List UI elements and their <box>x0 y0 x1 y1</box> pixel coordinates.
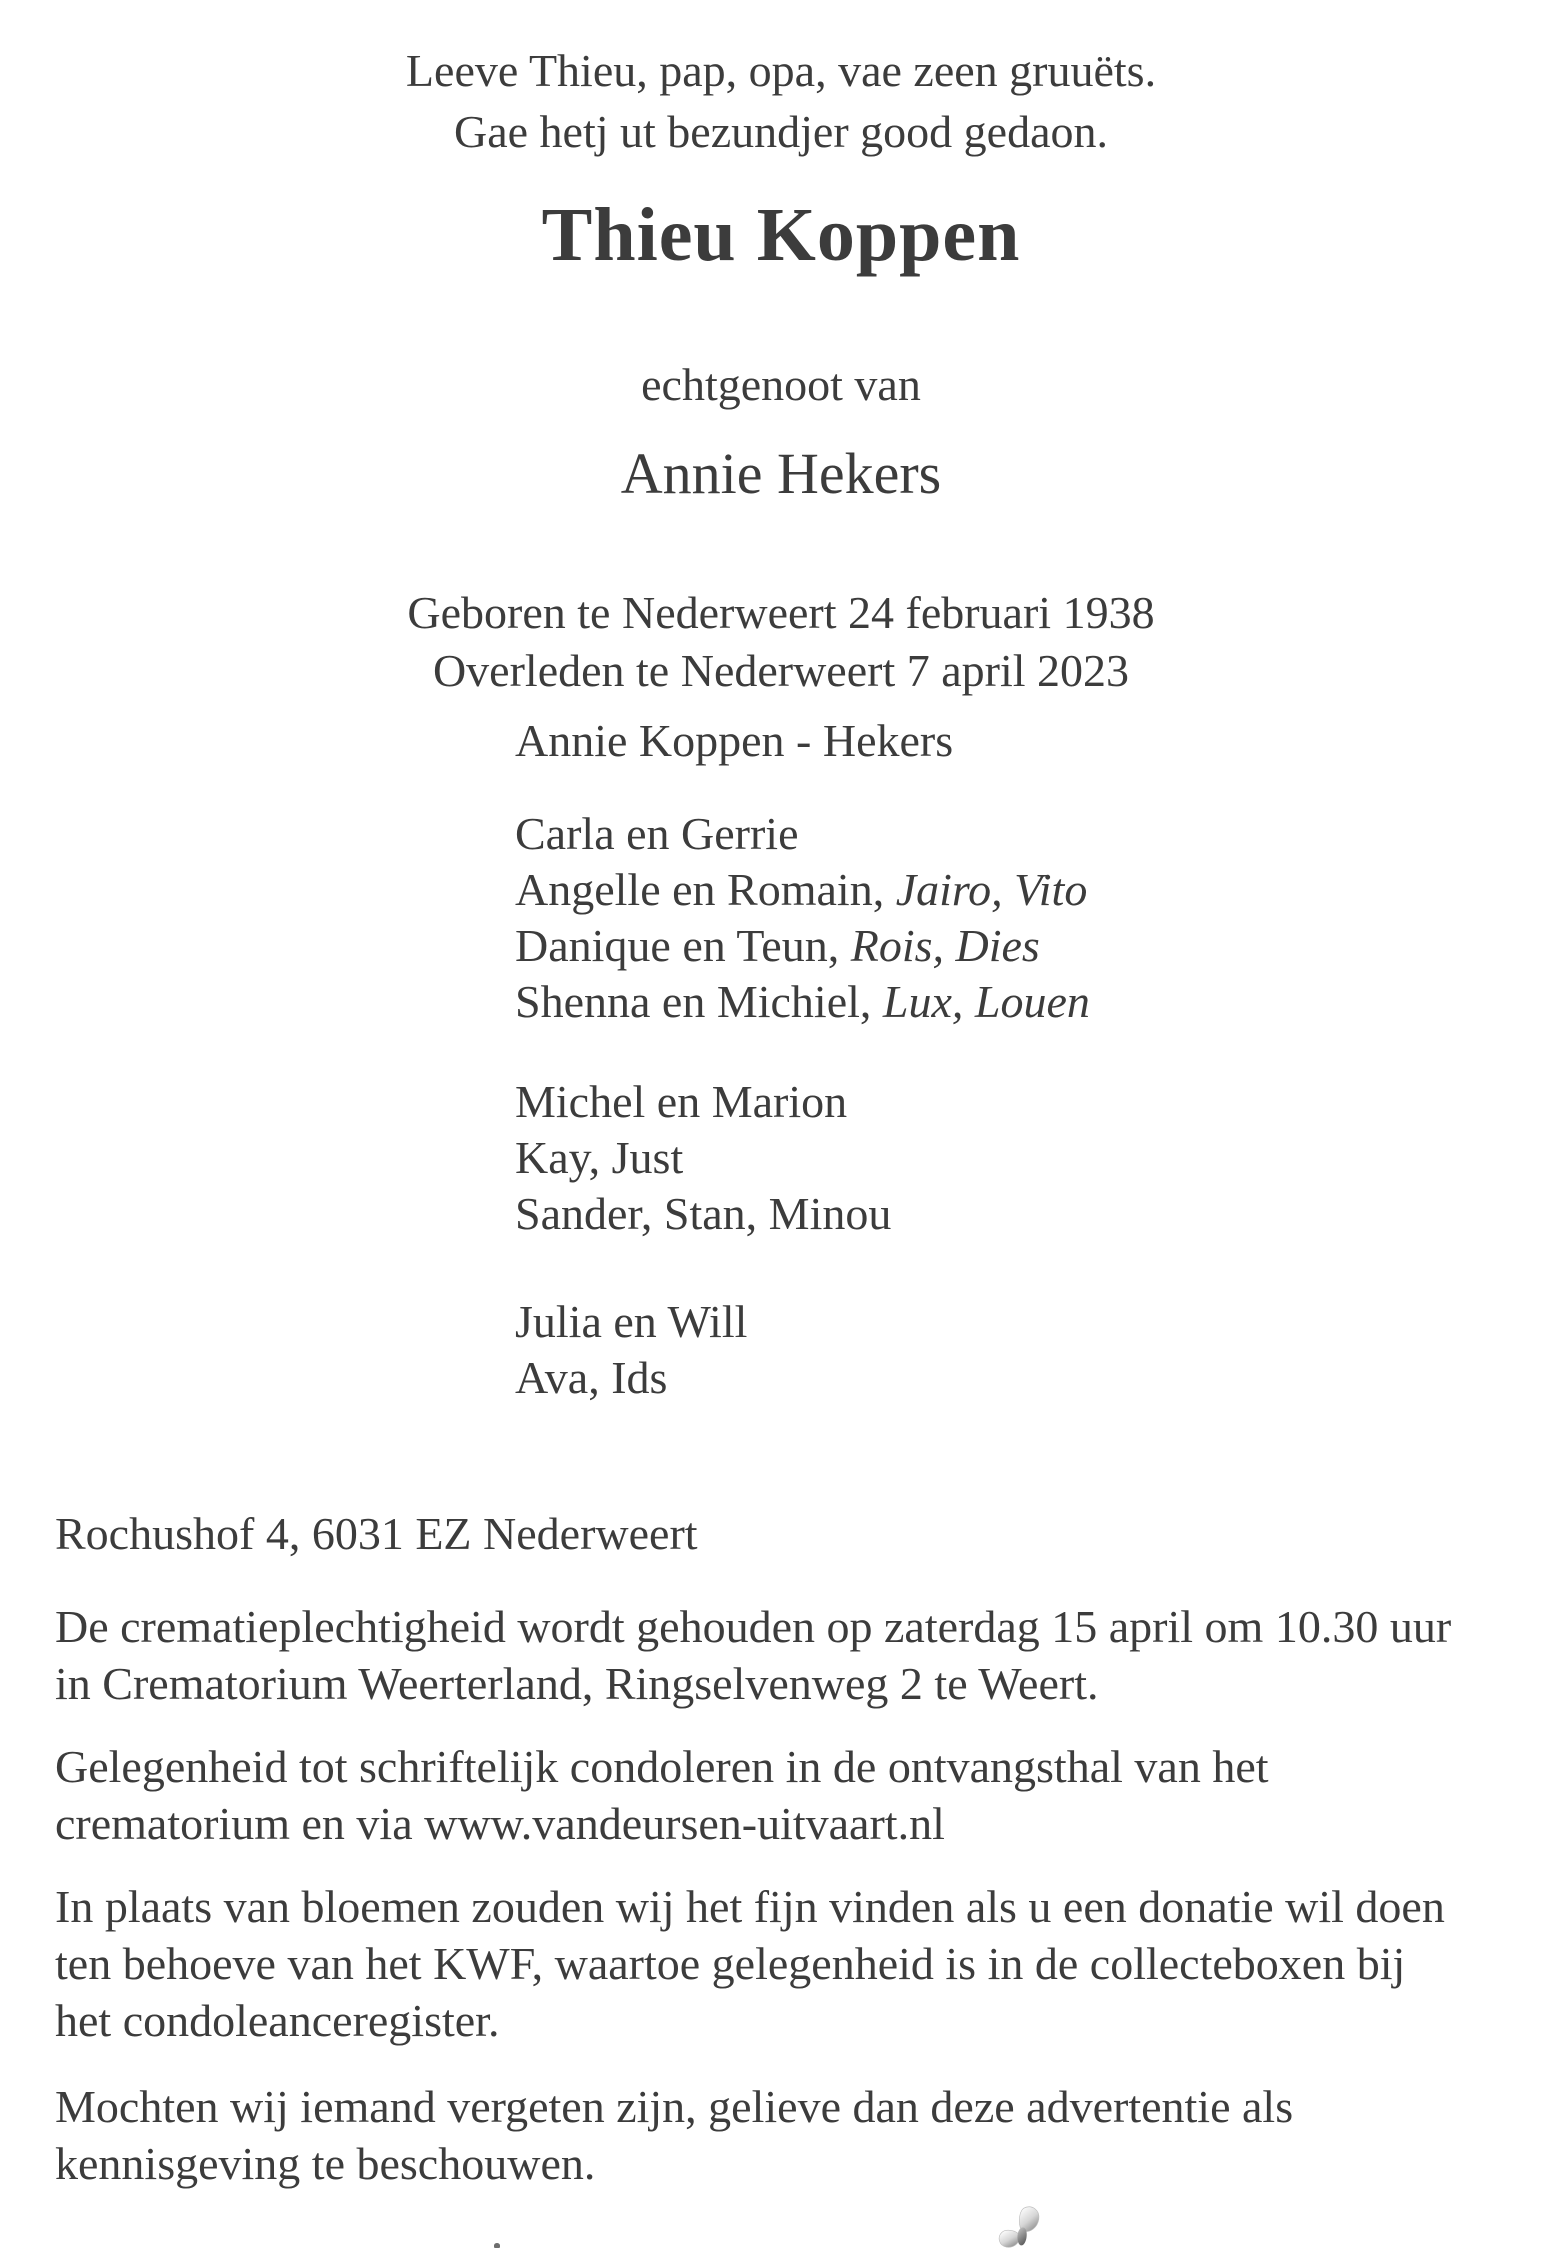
paragraph-line: crematorium en via www.vandeursen-uitvaart.nl <box>55 1798 945 1849</box>
family-line: Danique en Teun, Rois, Dies <box>515 920 1040 971</box>
opening-verse-line2: Gae hetj ut bezundjer good gedaon. <box>454 106 1108 157</box>
family-line: Kay, Just <box>515 1132 684 1183</box>
relation-label: echtgenoot van <box>641 359 921 410</box>
grandchildren-names: Lux, Louen <box>882 976 1090 1027</box>
widow-name: Annie Koppen - Hekers <box>515 715 954 766</box>
opening-verse <box>0 40 1562 162</box>
family-line: Ava, Ids <box>515 1352 668 1403</box>
grandchildren-names: Rois, Dies <box>850 920 1040 971</box>
condolence-paragraph <box>55 1738 1515 1852</box>
family-line: Sander, Stan, Minou <box>515 1188 892 1239</box>
grandchildren-names: Jairo, Vito <box>895 864 1088 915</box>
spouse-name: Annie Hekers <box>620 441 942 506</box>
family-group <box>515 806 1090 1030</box>
paragraph-line: kennisgeving te beschouwen. <box>55 2138 596 2189</box>
donation-paragraph <box>55 1878 1515 2049</box>
paragraph-line: het condoleanceregister. <box>55 1995 500 2046</box>
notice-paragraph <box>55 2078 1515 2192</box>
born-line: Geboren te Nederweert 24 februari 1938 <box>407 587 1155 638</box>
butterfly-lower-wing <box>998 2229 1021 2249</box>
deceased-name: Thieu Koppen <box>541 193 1021 277</box>
paragraph-line: De crematieplechtigheid wordt gehouden op zaterdag 15 april om 10.30 uur <box>55 1601 1452 1652</box>
family-line: Shenna en Michiel, Lux, Louen <box>515 976 1090 1027</box>
paragraph-line: Gelegenheid tot schriftelijk condoleren in de ontvangsthal van het <box>55 1741 1269 1792</box>
died-line: Overleden te Nederweert 7 april 2023 <box>432 645 1130 696</box>
family-line: Angelle en Romain, Jairo, Vito <box>515 864 1088 915</box>
cropped-text-artifact <box>494 2243 500 2248</box>
paragraph-line: in Crematorium Weerterland, Ringselvenweg 2 te Weert. <box>55 1658 1099 1709</box>
opening-verse-line1: Leeve Thieu, pap, opa, vae zeen gruuëts. <box>405 45 1157 96</box>
paragraph-line: ten behoeve van het KWF, waartoe gelegenheid is in de collecteboxen bij <box>55 1938 1406 1989</box>
paragraph-line: Mochten wij iemand vergeten zijn, gelieve dan deze advertentie als <box>55 2081 1294 2132</box>
family-group <box>515 1074 891 1242</box>
butterfly-icon <box>993 2203 1047 2250</box>
family-line: Julia en Will <box>515 1296 748 1347</box>
ceremony-paragraph <box>55 1598 1515 1712</box>
paragraph-line: In plaats van bloemen zouden wij het fijn vinden als u een donatie wil doen <box>55 1881 1445 1932</box>
family-line: Michel en Marion <box>515 1076 848 1127</box>
home-address: Rochushof 4, 6031 EZ Nederweert <box>55 1508 698 1559</box>
life-dates <box>0 584 1562 700</box>
family-line: Carla en Gerrie <box>515 808 799 859</box>
family-group <box>515 1294 747 1406</box>
